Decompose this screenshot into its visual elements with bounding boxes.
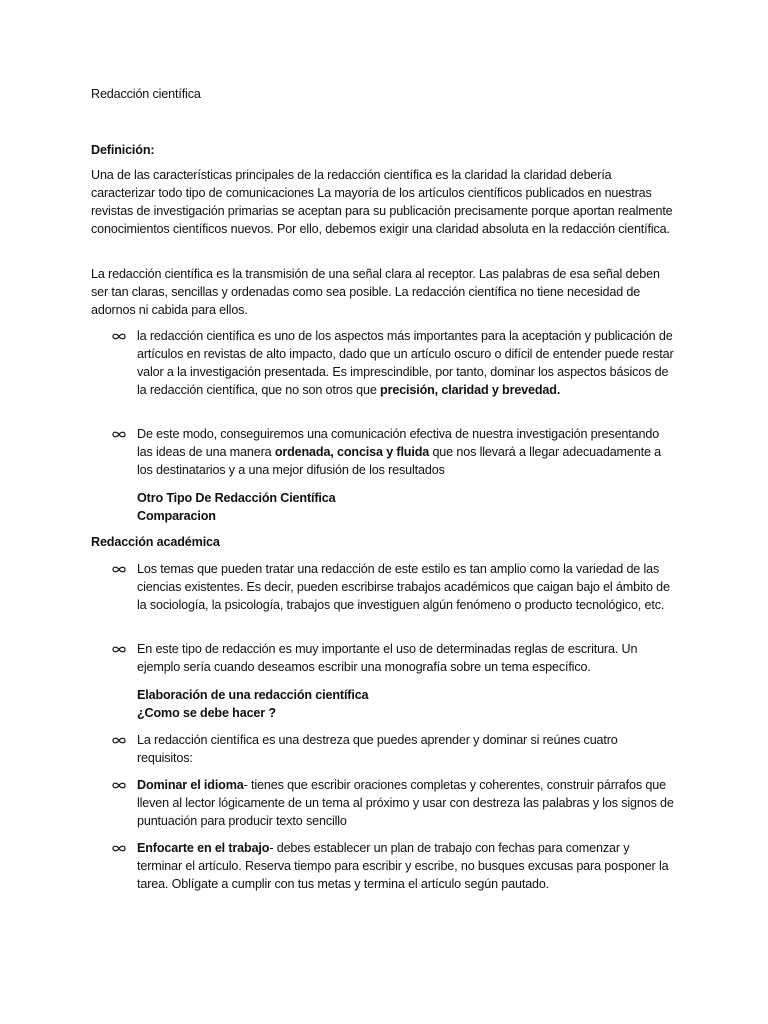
list-item-text-regular: la redacción científica es uno de los aspectos más importantes para la aceptación y publicación de artículos en revistas de alto impacto, dado que un artículo oscuro o difícil de entender puede restar valor a la investigación presentada. Es imprescindible, por tanto, dominar los aspectos básicos de la redacción científica, que no son otros que — [137, 329, 674, 397]
list-item-text — [137, 839, 674, 893]
infinity-bullet-icon — [112, 645, 126, 654]
paragraph-definition: Una de las características principales de la redacción científica es la claridad la claridad debería caracterizar todo tipo de comunicaciones La mayoría de los artículos científicos publicados en nuestras revistas de investigación primarias se aceptan para su publicación precisamente porque aportan realmente conocimientos científicos nuevos. Por ello, debemos exigir una claridad absoluta en la redacción científica. — [91, 168, 673, 236]
infinity-bullet-icon — [112, 781, 126, 790]
subheading-como: ¿Como se debe hacer ? — [137, 706, 276, 720]
subheading-otro-tipo: Otro Tipo De Redacción Científica — [137, 491, 336, 505]
list-item — [112, 560, 674, 614]
list-item-text-bold: ordenada, concisa y fluida — [274, 445, 430, 459]
infinity-bullet-icon — [112, 565, 126, 574]
infinity-bullet-icon — [112, 844, 126, 853]
list-item — [112, 731, 674, 767]
list-item-text-regular: que nos llevará a llegar adecuadamente a los destinatarios y a una mejor difusión de los resultados — [137, 445, 662, 477]
list-item-text: Los temas que pueden tratar una redacción de este estilo es tan amplio como la variedad de las ciencias existentes. Es decir, pueden escribirse trabajos académicos que caigan bajo el ámbito de la sociología, la psicología, trabajos que investiguen algún fenómeno o producto tecnológico, etc. — [137, 562, 670, 612]
list-item — [112, 640, 674, 676]
list-item-text — [137, 776, 674, 830]
list-item — [112, 776, 674, 830]
list-item-text-bold: Enfocarte en el trabajo — [137, 841, 270, 855]
list-item-text-bold: Dominar el idioma — [137, 778, 244, 792]
infinity-bullet-icon — [112, 430, 126, 439]
paragraph-transmission: La redacción científica es la transmisión de una señal clara al receptor. Las palabras de esa señal deben ser tan claras, sencillas y ordenadas como sea posible. La redacción científica no tiene necesidad de adornos ni cabida para ellos. — [91, 267, 660, 317]
list-item-text — [137, 425, 674, 479]
definition-heading: Definición: — [91, 143, 155, 157]
infinity-bullet-icon — [112, 332, 126, 341]
list-item-text: La redacción científica es una destreza que puedes aprender y dominar si reúnes cuatro requisitos: — [137, 733, 618, 765]
list-item — [112, 327, 674, 399]
subheading-comparacion: Comparacion — [137, 509, 216, 523]
list-item-text: En este tipo de redacción es muy importante el uso de determinadas reglas de escritura. Un ejemplo sería cuando deseamos escribir una monografía sobre un tema específico. — [137, 642, 638, 674]
document-title: Redacción científica — [91, 87, 201, 101]
list-item-text — [137, 327, 674, 399]
list-item-text-bold: precisión, claridad y brevedad. — [380, 383, 561, 397]
list-item — [112, 839, 674, 893]
subheading-elaboracion: Elaboración de una redacción científica — [137, 688, 369, 702]
list-item — [112, 425, 674, 479]
list-item-text-regular: De este modo, conseguiremos una comunicación efectiva de nuestra investigación presentando las ideas de una manera — [137, 427, 660, 459]
infinity-bullet-icon — [112, 736, 126, 745]
list-item-text-regular: - tienes que escribir oraciones completas y coherentes, construir párrafos que lleven al lector lógicamente de un tema al próximo y usar con destreza las palabras y los signos de puntuación para producir texto sencillo — [137, 778, 674, 828]
list-item-text-regular: - debes establecer un plan de trabajo con fechas para comenzar y terminar el artículo. Reserva tiempo para escribir y escribe, no busques excusas para posponer la tarea. Oblígate a cumplir con tus metas y termina el artículo según pautado. — [137, 841, 669, 891]
section-heading-academica: Redacción académica — [91, 535, 220, 549]
